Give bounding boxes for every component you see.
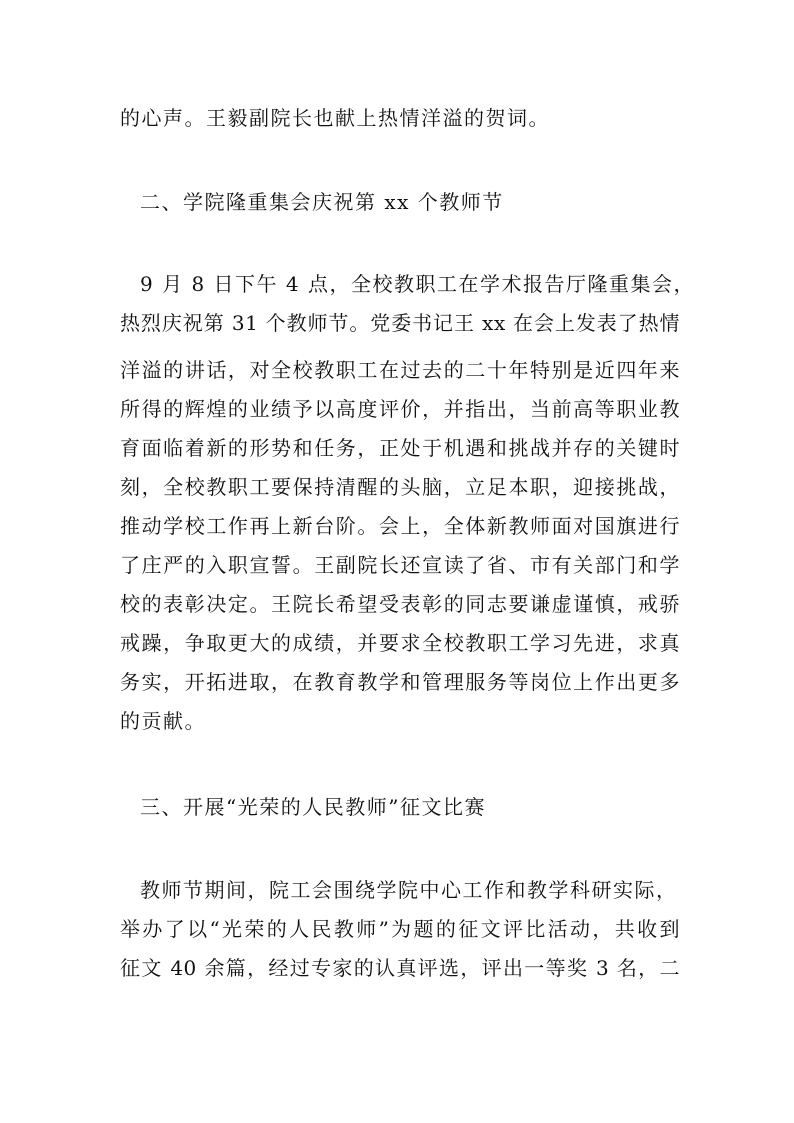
paragraph-line-9: 推动学校工作再上新台阶。会上，全体新教师面对国旗进行: [120, 514, 680, 538]
paragraph-line-8: 刻，全校教职工要保持清醒的头脑，立足本职，迎接挑战，: [120, 475, 680, 499]
paragraph-line-11: 校的表彰决定。王院长希望受表彰的同志要谦虚谨慎，戒骄: [120, 592, 680, 616]
paragraph-line-13: 务实，开拓进取，在教育教学和管理服务等岗位上作出更多: [120, 670, 680, 694]
paragraph-line-16: 教师节期间，院工会围绕学院中心工作和教学科研实际，: [140, 878, 678, 902]
paragraph-line-10: 了庄严的入职宣誓。王副院长还宣读了省、市有关部门和学: [120, 553, 680, 577]
paragraph-line-5: 洋溢的讲话，对全校教职工在过去的二十年特别是近四年来: [120, 358, 680, 382]
section-heading-2: 二、学院隆重集会庆祝第 xx 个教师节: [140, 190, 504, 214]
paragraph-line-14: 的贡献。: [120, 709, 206, 733]
paragraph-line-12: 戒躁，争取更大的成绩，并要求全校教职工学习先进，求真: [120, 631, 680, 655]
paragraph-line-18: 征文 40 余篇，经过专家的认真评选，评出一等奖 3 名，二: [120, 956, 680, 980]
paragraph-line-4: 热烈庆祝第 31 个教师节。党委书记王 xx 在会上发表了热情: [120, 311, 680, 335]
paragraph-line-6: 所得的辉煌的业绩予以高度评价，并指出，当前高等职业教: [120, 397, 680, 421]
paragraph-line-17: 举办了以“光荣的人民教师”为题的征文评比活动，共收到: [120, 917, 680, 941]
section-heading-3: 三、开展“光荣的人民教师”征文比赛: [140, 795, 486, 819]
paragraph-line-3: 9 月 8 日下午 4 点，全校教职工在学术报告厅隆重集会，: [140, 272, 695, 296]
paragraph-line-7: 育面临着新的形势和任务，正处于机遇和挑战并存的关键时: [120, 436, 680, 460]
paragraph-line-1: 的心声。王毅副院长也献上热情洋溢的贺词。: [120, 106, 550, 130]
